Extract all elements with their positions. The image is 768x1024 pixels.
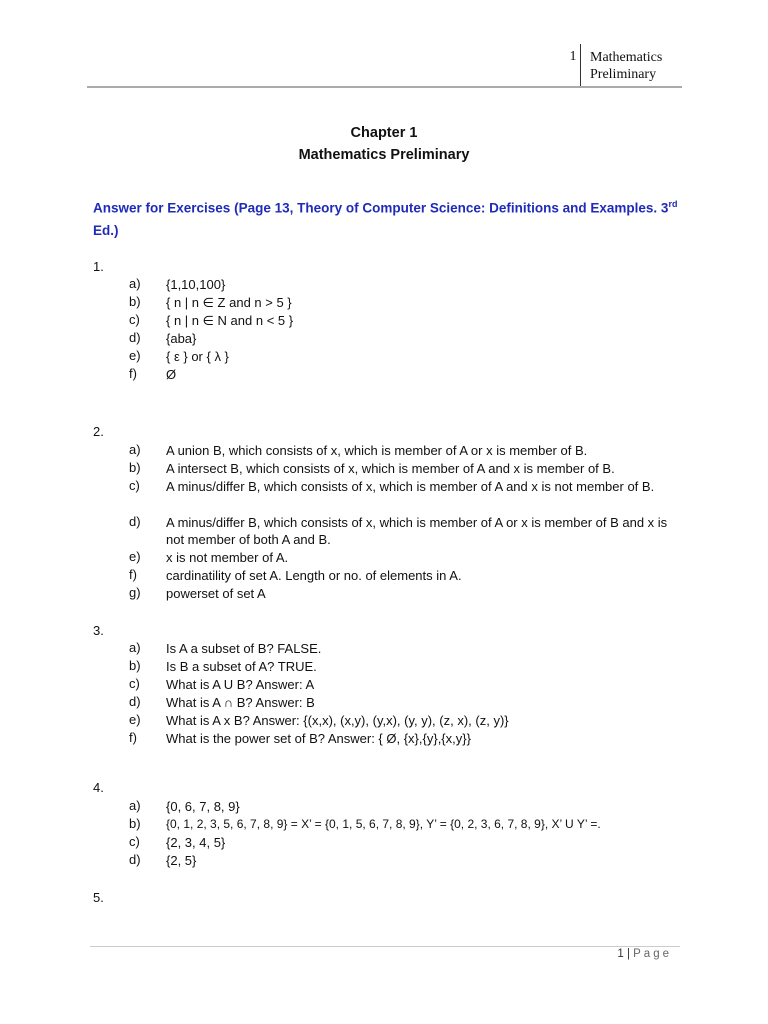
item-label: c) — [129, 676, 140, 691]
exercise-heading-tail: Ed.) — [93, 222, 119, 238]
question-2-number: 2. — [93, 424, 104, 439]
item-text: Ø — [166, 367, 177, 382]
footer-separator: | — [626, 948, 630, 960]
item-label: e) — [129, 712, 141, 727]
item-label: b) — [129, 294, 141, 309]
item-label: b) — [129, 816, 141, 831]
item-text: {2, 3, 4, 5} — [166, 835, 226, 850]
item-text: Is B a subset of A? TRUE. — [166, 659, 317, 674]
item-label: e) — [129, 549, 141, 564]
item-label: d) — [129, 694, 141, 709]
header-page-number: 1 — [569, 49, 577, 64]
item-text: What is A U B? Answer: A — [166, 677, 315, 692]
item-text: {1,10,100} — [166, 277, 226, 292]
exercise-heading — [93, 193, 683, 242]
item-text: { n | n ∈ Z and n > 5 } — [166, 295, 292, 310]
item-text: What is the power set of B? Answer: { Ø, {x},{y},{x,y}} — [166, 731, 471, 746]
item-text: Is A a subset of B? FALSE. — [166, 641, 322, 656]
header-title — [590, 49, 662, 83]
item-label: a) — [129, 442, 141, 457]
item-text: {aba} — [166, 331, 197, 346]
item-label: b) — [129, 658, 141, 673]
item-text: cardinatility of set A. Length or no. of elements in A. — [166, 568, 462, 583]
item-text: What is A x B? Answer: {(x,x), (x,y), (y,x), (y, y), (z, x), (z, y)} — [166, 713, 509, 728]
item-text: A minus/differ B, which consists of x, which is member of A or x is member of B and x is not member of both A and B. — [166, 515, 668, 547]
item-text: A intersect B, which consists of x, which is member of A and x is member of B. — [166, 461, 615, 476]
header-divider — [580, 44, 581, 87]
item-text: x is not member of A. — [166, 550, 289, 565]
item-label: c) — [129, 834, 140, 849]
item-text: powerset of set A — [166, 586, 266, 601]
item-label: g) — [129, 585, 141, 600]
footer-page-number: 1 — [617, 948, 624, 960]
footer-page-label: Page — [633, 948, 672, 960]
footer-rule — [90, 946, 680, 947]
item-label: c) — [129, 478, 140, 493]
chapter-name: Mathematics Preliminary — [298, 147, 470, 163]
item-label: d) — [129, 514, 141, 529]
item-text: A union B, which consists of x, which is member of A or x is member of B. — [166, 443, 588, 458]
item-text: { ε } or { λ } — [166, 349, 229, 364]
item-label: b) — [129, 460, 141, 475]
item-label: f) — [129, 567, 137, 582]
item-text: {2, 5} — [166, 853, 197, 868]
question-4-number: 4. — [93, 780, 104, 795]
question-3-number: 3. — [93, 623, 104, 638]
item-text: { n | n ∈ N and n < 5 } — [166, 313, 294, 328]
exercise-heading-text: Answer for Exercises (Page 13, Theory of Computer Science: Definitions and Examples. 3 — [93, 200, 669, 216]
header-title-line1: Mathematics — [590, 50, 663, 65]
running-header — [566, 44, 682, 84]
chapter-title — [0, 122, 768, 166]
exercise-heading-sup: rd — [668, 199, 678, 209]
item-label: a) — [129, 276, 141, 291]
question-1-number: 1. — [93, 259, 104, 274]
item-label: d) — [129, 852, 141, 867]
page-footer — [617, 948, 672, 960]
header-rule — [87, 86, 682, 88]
header-title-line2: Preliminary — [590, 67, 657, 82]
item-text: {0, 6, 7, 8, 9} — [166, 799, 240, 814]
item-text: A minus/differ B, which consists of x, which is member of A and x is not member of B. — [166, 479, 655, 494]
question-5-number: 5. — [93, 890, 104, 905]
item-label: e) — [129, 348, 141, 363]
item-label: a) — [129, 798, 141, 813]
item-label: c) — [129, 312, 140, 327]
chapter-number: Chapter 1 — [350, 125, 418, 141]
item-label: f) — [129, 366, 137, 381]
item-label: d) — [129, 330, 141, 345]
item-text: What is A ∩ B? Answer: B — [166, 695, 315, 710]
item-text: {0, 1, 2, 3, 5, 6, 7, 8, 9} = X’ = {0, 1, 5, 6, 7, 8, 9}, Y’ = {0, 2, 3, 6, 7, 8, 9}, X’ U Y’ =. — [166, 817, 601, 831]
item-label: f) — [129, 730, 137, 745]
item-label: a) — [129, 640, 141, 655]
